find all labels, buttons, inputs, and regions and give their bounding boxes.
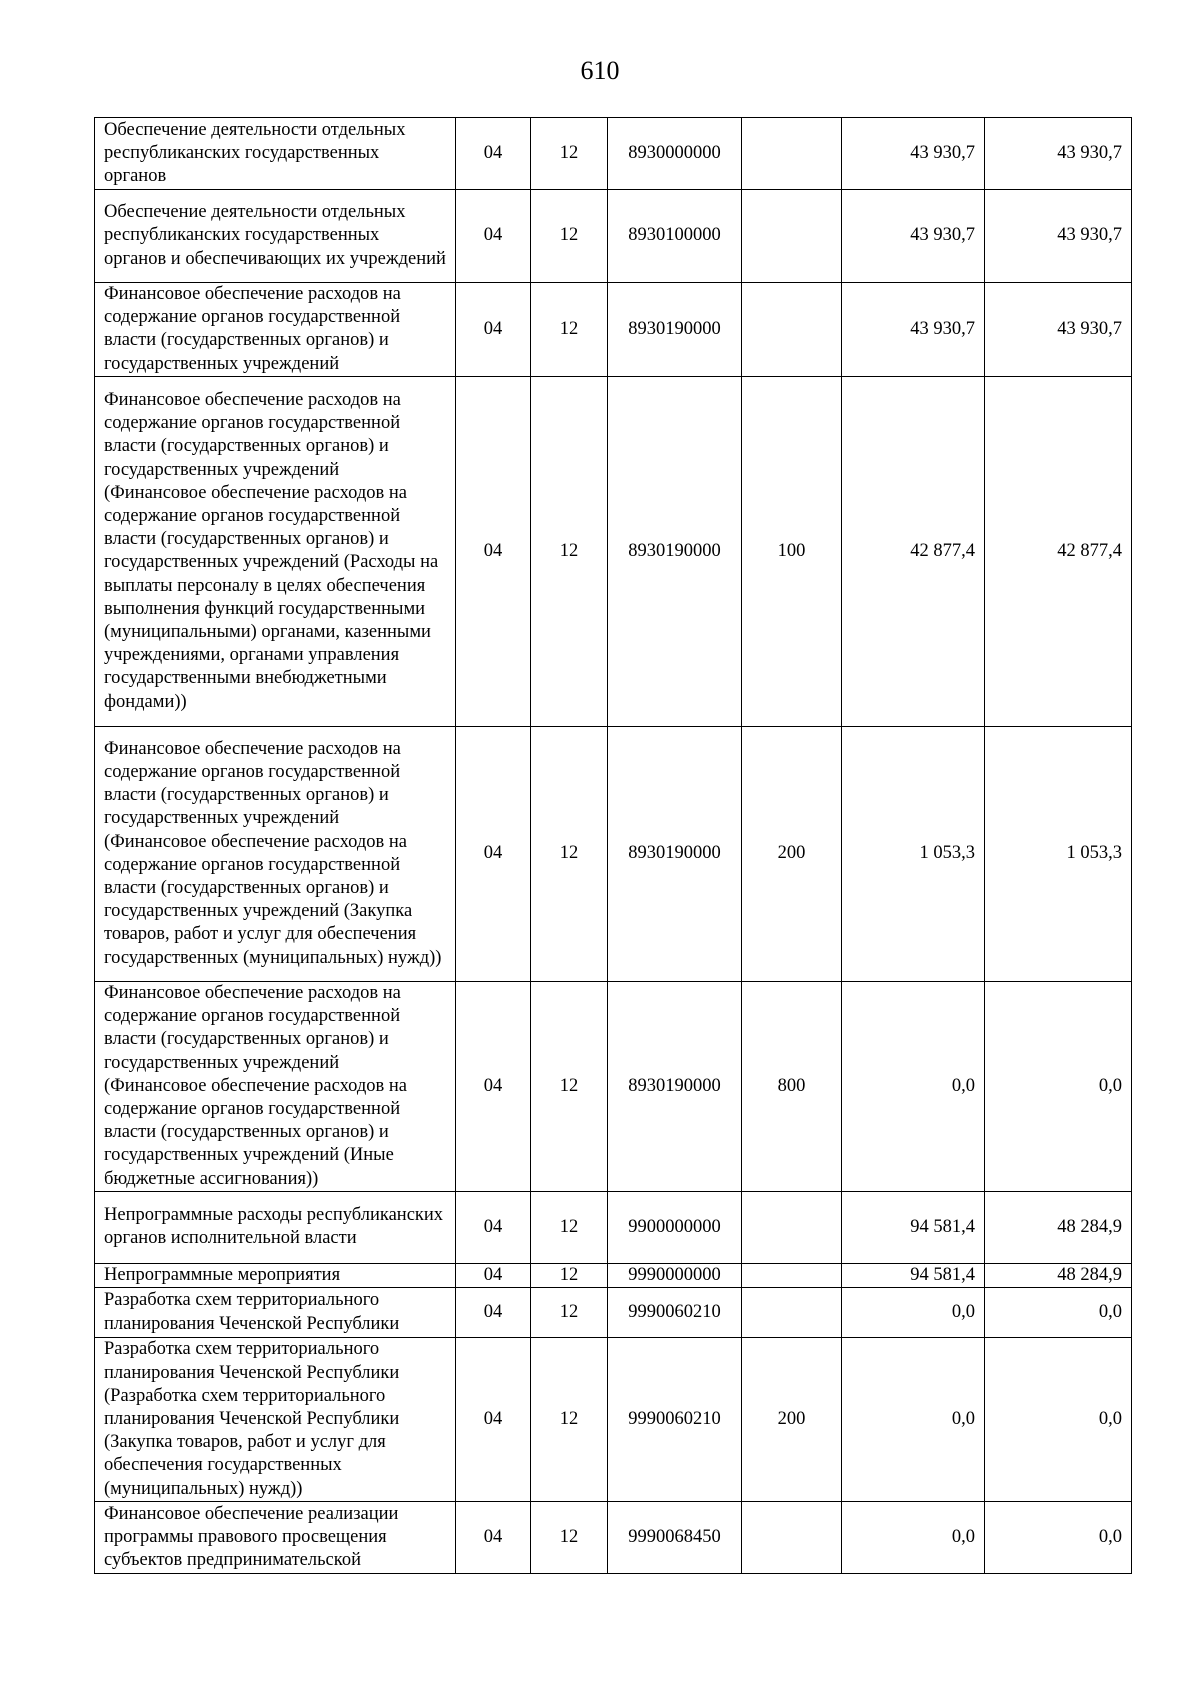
subsection-code-cell: 12 [531,1338,608,1502]
amount-1-cell: 43 930,7 [842,283,985,377]
subsection-code-cell: 12 [531,376,608,726]
expense-type-cell [742,1502,842,1574]
amount-1-cell: 43 930,7 [842,190,985,283]
table-row [95,1191,1132,1263]
table-row [95,1502,1132,1574]
row-name-cell: Разработка схем территориального планирования Чеченской Республики (Разработка схем территориального планирования Чеченской Республики (Закупка товаров, работ и услуг для обеспечения государственных (муниципальных) нужд)) [95,1338,456,1502]
expense-type-cell [742,118,842,190]
row-name-cell: Обеспечение деятельности отдельных республиканских государственных органов [95,118,456,190]
target-article-cell: 8930190000 [608,283,742,377]
amount-1-cell: 94 581,4 [842,1263,985,1287]
amount-1-cell: 42 877,4 [842,376,985,726]
row-name-cell: Финансовое обеспечение расходов на содержание органов государственной власти (государственных органов) и государственных учреждений [95,283,456,377]
amount-1-cell: 0,0 [842,1338,985,1502]
subsection-code-cell: 12 [531,118,608,190]
target-article-cell: 9990060210 [608,1338,742,1502]
amount-2-cell: 0,0 [985,1338,1132,1502]
row-name-cell: Непрограммные расходы республиканских органов исполнительной власти [95,1191,456,1263]
row-name-cell: Финансовое обеспечение расходов на содержание органов государственной власти (государственных органов) и государственных учреждений (Финансовое обеспечение расходов на содержание органов государственной власти (государственных органов) и государственных учреждений (Иные бюджетные ассигнования)) [95,981,456,1191]
section-code-cell: 04 [456,1502,531,1574]
amount-2-cell: 0,0 [985,1502,1132,1574]
page-number: 610 [580,56,620,85]
target-article-cell: 8930190000 [608,726,742,981]
amount-1-cell: 0,0 [842,981,985,1191]
section-code-cell: 04 [456,1288,531,1338]
row-name-cell: Обеспечение деятельности отдельных республиканских государственных органов и обеспечивающих их учреждений [95,190,456,283]
subsection-code-cell: 12 [531,283,608,377]
subsection-code-cell: 12 [531,981,608,1191]
subsection-code-cell: 12 [531,1288,608,1338]
expense-type-cell [742,283,842,377]
table-row [95,1338,1132,1502]
amount-2-cell: 43 930,7 [985,283,1132,377]
amount-1-cell: 1 053,3 [842,726,985,981]
expense-type-cell [742,1191,842,1263]
target-article-cell: 9990068450 [608,1502,742,1574]
subsection-code-cell: 12 [531,726,608,981]
section-code-cell: 04 [456,1263,531,1287]
target-article-cell: 8930190000 [608,981,742,1191]
amount-2-cell: 0,0 [985,1288,1132,1338]
section-code-cell: 04 [456,726,531,981]
row-name-cell: Непрограммные мероприятия [95,1263,456,1287]
amount-2-cell: 1 053,3 [985,726,1132,981]
row-name-cell: Финансовое обеспечение реализации программы правового просвещения субъектов предпринимательской [95,1502,456,1574]
expense-type-cell [742,1288,842,1338]
table-row [95,726,1132,981]
section-code-cell: 04 [456,376,531,726]
table-row [95,190,1132,283]
expense-type-cell [742,1263,842,1287]
section-code-cell: 04 [456,118,531,190]
expense-type-cell: 800 [742,981,842,1191]
target-article-cell: 9900000000 [608,1191,742,1263]
amount-1-cell: 0,0 [842,1288,985,1338]
subsection-code-cell: 12 [531,1263,608,1287]
target-article-cell: 8930190000 [608,376,742,726]
table-row [95,1288,1132,1338]
amount-2-cell: 43 930,7 [985,190,1132,283]
target-article-cell: 9990000000 [608,1263,742,1287]
amount-1-cell: 94 581,4 [842,1191,985,1263]
target-article-cell: 8930000000 [608,118,742,190]
expense-type-cell [742,190,842,283]
subsection-code-cell: 12 [531,190,608,283]
row-name-cell: Разработка схем территориального планирования Чеченской Республики [95,1288,456,1338]
table-row [95,118,1132,190]
section-code-cell: 04 [456,1191,531,1263]
expense-type-cell: 100 [742,376,842,726]
amount-2-cell: 48 284,9 [985,1263,1132,1287]
table-row [95,1263,1132,1287]
table-row [95,283,1132,377]
amount-2-cell: 43 930,7 [985,118,1132,190]
section-code-cell: 04 [456,981,531,1191]
subsection-code-cell: 12 [531,1191,608,1263]
section-code-cell: 04 [456,283,531,377]
row-name-cell: Финансовое обеспечение расходов на содержание органов государственной власти (государственных органов) и государственных учреждений (Финансовое обеспечение расходов на содержание органов государственной власти (государственных органов) и государственных учреждений (Расходы на выплаты персоналу в целях обеспечения выполнения функций государственными (муниципальными) органами, казенными учреждениями, органами управления государственными внебюджетными фондами)) [95,376,456,726]
amount-1-cell: 0,0 [842,1502,985,1574]
amount-2-cell: 42 877,4 [985,376,1132,726]
target-article-cell: 9990060210 [608,1288,742,1338]
expense-type-cell: 200 [742,1338,842,1502]
amount-1-cell: 43 930,7 [842,118,985,190]
table-row [95,376,1132,726]
target-article-cell: 8930100000 [608,190,742,283]
section-code-cell: 04 [456,1338,531,1502]
budget-table [94,117,1132,1574]
section-code-cell: 04 [456,190,531,283]
amount-2-cell: 48 284,9 [985,1191,1132,1263]
subsection-code-cell: 12 [531,1502,608,1574]
row-name-cell: Финансовое обеспечение расходов на содержание органов государственной власти (государственных органов) и государственных учреждений (Финансовое обеспечение расходов на содержание органов государственной власти (государственных органов) и государственных учреждений (Закупка товаров, работ и услуг для обеспечения государственных (муниципальных) нужд)) [95,726,456,981]
amount-2-cell: 0,0 [985,981,1132,1191]
table-row [95,981,1132,1191]
expense-type-cell: 200 [742,726,842,981]
